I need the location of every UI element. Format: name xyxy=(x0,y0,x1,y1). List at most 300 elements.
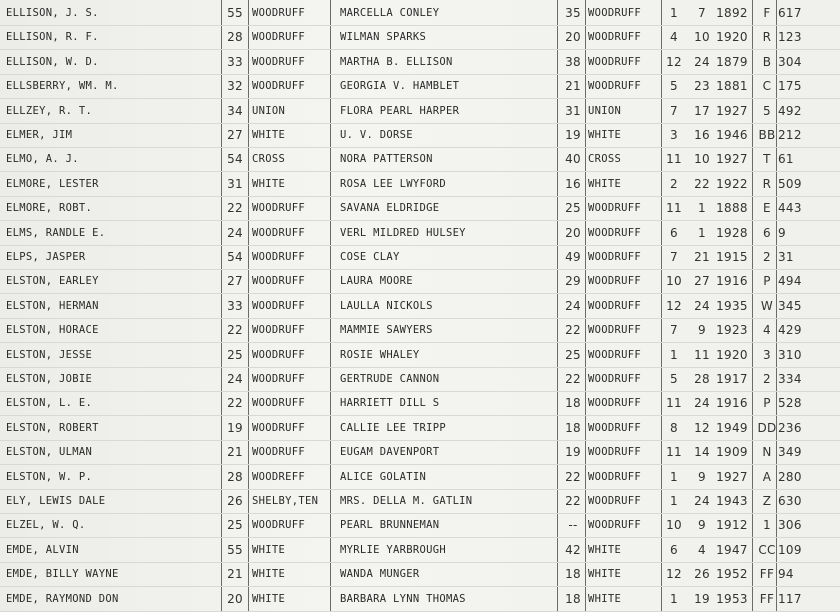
record-page: 117 xyxy=(778,591,802,606)
groom-age: 54 xyxy=(227,152,243,167)
groom-age: 55 xyxy=(227,542,243,557)
groom-age: 24 xyxy=(227,225,243,240)
ledger-row xyxy=(0,489,840,514)
marriage-month: 12 xyxy=(666,298,682,313)
marriage-month: 12 xyxy=(666,567,682,582)
groom-age: 32 xyxy=(227,79,243,94)
groom-age: 27 xyxy=(227,274,243,289)
ledger-row xyxy=(0,538,840,563)
groom-residence: WOODRUFF xyxy=(252,31,305,44)
bride-age: 38 xyxy=(565,54,581,69)
groom-name: ELSTON, HORACE xyxy=(6,324,99,337)
marriage-day: 24 xyxy=(694,494,710,508)
groom-name: ELSTON, L. E. xyxy=(6,397,93,410)
marriage-day: 14 xyxy=(694,445,710,460)
groom-residence: WHITE xyxy=(252,568,286,581)
record-book: T xyxy=(763,152,771,167)
bride-residence: WHITE xyxy=(588,129,622,141)
marriage-day: 1 xyxy=(698,225,706,240)
bride-age: -- xyxy=(568,518,578,533)
groom-residence: WHITE xyxy=(252,129,286,141)
groom-residence: WOODRUFF xyxy=(252,446,305,459)
marriage-month: 11 xyxy=(666,152,682,167)
groom-age: 24 xyxy=(227,372,243,386)
bride-residence: WOODRUFF xyxy=(588,421,641,434)
bride-residence: WOODRUFF xyxy=(588,519,641,532)
ledger-row xyxy=(0,74,840,99)
groom-age: 21 xyxy=(227,567,243,582)
marriage-month: 1 xyxy=(670,591,678,606)
marriage-day: 24 xyxy=(694,298,710,313)
record-book: N xyxy=(762,445,772,460)
record-page: 617 xyxy=(778,6,802,20)
marriage-year: 1879 xyxy=(716,54,748,69)
record-page: 61 xyxy=(778,152,794,167)
record-page: 306 xyxy=(778,518,802,533)
record-page: 175 xyxy=(778,79,802,94)
bride-residence: WOODRUFF xyxy=(588,324,641,337)
record-book: C xyxy=(762,79,772,94)
marriage-month: 12 xyxy=(666,54,682,69)
marriage-month: 7 xyxy=(670,323,678,338)
marriage-year: 1935 xyxy=(716,298,748,313)
bride-name: ROSIE WHALEY xyxy=(340,348,420,361)
groom-residence: WOODRUFF xyxy=(252,55,305,68)
record-page: 280 xyxy=(778,469,802,484)
ledger-row xyxy=(0,172,840,197)
record-page: 310 xyxy=(778,347,802,362)
marriage-day: 12 xyxy=(694,420,710,435)
groom-age: 22 xyxy=(227,323,243,338)
bride-name: MARCELLA CONLEY xyxy=(340,7,440,19)
marriage-day: 10 xyxy=(694,30,710,45)
marriage-month: 1 xyxy=(670,347,678,362)
groom-residence: WHITE xyxy=(252,543,286,556)
record-page: 443 xyxy=(778,201,802,216)
groom-residence: WOODRUFF xyxy=(252,80,305,93)
record-page: 334 xyxy=(778,372,802,386)
marriage-month: 1 xyxy=(670,6,678,20)
record-book: FF xyxy=(759,567,775,582)
groom-age: 31 xyxy=(227,176,243,191)
record-page: 212 xyxy=(778,128,802,142)
marriage-day: 4 xyxy=(698,542,706,557)
groom-age: 54 xyxy=(227,250,243,264)
record-book: 3 xyxy=(763,347,771,362)
groom-residence: WOODRUFF xyxy=(252,251,305,263)
marriage-year: 1928 xyxy=(716,225,748,240)
bride-age: 22 xyxy=(565,494,581,508)
groom-name: ELLSBERRY, WM. M. xyxy=(6,80,119,93)
bride-name: LAURA MOORE xyxy=(340,275,413,288)
groom-residence: WHITE xyxy=(252,592,286,605)
bride-age: 18 xyxy=(565,567,581,582)
marriage-day: 9 xyxy=(698,469,706,484)
groom-name: ELLISON, R. F. xyxy=(6,31,99,44)
record-book: FF xyxy=(759,591,775,606)
record-book: P xyxy=(763,396,771,411)
bride-age: 24 xyxy=(565,298,581,313)
record-page: 429 xyxy=(778,323,802,338)
marriage-day: 11 xyxy=(694,347,710,362)
record-page: 509 xyxy=(778,176,802,191)
groom-residence: WOODRUFF xyxy=(252,397,305,410)
bride-name: ALICE GOLATIN xyxy=(340,470,427,483)
groom-age: 22 xyxy=(227,201,243,216)
ledger-row xyxy=(0,99,840,124)
record-page: 492 xyxy=(778,103,802,118)
groom-name: ELMO, A. J. xyxy=(6,153,79,166)
groom-name: ELLISON, W. D. xyxy=(6,55,99,68)
ledger-row xyxy=(0,465,840,490)
bride-residence: WOODRUFF xyxy=(588,495,641,507)
groom-residence: WOODRUFF xyxy=(252,226,305,239)
bride-residence: WHITE xyxy=(588,568,622,581)
groom-residence: WOODRUFF xyxy=(252,275,305,288)
bride-residence: WHITE xyxy=(588,177,622,190)
marriage-month: 11 xyxy=(666,396,682,411)
groom-residence: WOODRUFF xyxy=(252,299,305,312)
ledger-row xyxy=(0,123,840,148)
groom-age: 55 xyxy=(227,6,243,20)
bride-residence: WOODRUFF xyxy=(588,397,641,410)
groom-age: 21 xyxy=(227,445,243,460)
groom-name: EMDE, RAYMOND DON xyxy=(6,592,119,605)
bride-residence: WOODRUFF xyxy=(588,7,641,19)
record-book: 5 xyxy=(763,103,771,118)
groom-name: ELMER, JIM xyxy=(6,129,73,141)
record-page: 528 xyxy=(778,396,802,411)
groom-name: ELSTON, HERMAN xyxy=(6,299,99,312)
groom-name: ELY, LEWIS DALE xyxy=(6,495,106,507)
bride-residence: WOODRUFF xyxy=(588,55,641,68)
bride-name: GERTRUDE CANNON xyxy=(340,373,440,385)
bride-name: MRS. DELLA M. GATLIN xyxy=(340,495,473,507)
marriage-year: 1952 xyxy=(716,567,748,582)
bride-residence: WOODRUFF xyxy=(588,226,641,239)
groom-name: ELSTON, JESSE xyxy=(6,348,93,361)
marriage-day: 28 xyxy=(694,372,710,386)
marriage-year: 1943 xyxy=(716,494,748,508)
marriage-month: 2 xyxy=(670,176,678,191)
marriage-year: 1946 xyxy=(716,128,748,142)
bride-age: 35 xyxy=(565,6,581,20)
marriage-day: 27 xyxy=(694,274,710,289)
marriage-day: 26 xyxy=(694,567,710,582)
record-book: 1 xyxy=(763,518,771,533)
bride-residence: WHITE xyxy=(588,543,622,556)
marriage-month: 10 xyxy=(666,274,682,289)
bride-age: 21 xyxy=(565,79,581,94)
ledger-row xyxy=(0,416,840,441)
groom-age: 19 xyxy=(227,420,243,435)
record-book: E xyxy=(763,201,771,216)
marriage-day: 7 xyxy=(698,6,706,20)
marriage-year: 1927 xyxy=(716,103,748,118)
groom-residence: WOODRUFF xyxy=(252,7,305,19)
ledger-row xyxy=(0,221,840,246)
marriage-month: 11 xyxy=(666,201,682,216)
marriage-year: 1909 xyxy=(716,445,748,460)
bride-age: 20 xyxy=(565,30,581,45)
groom-name: ELMORE, LESTER xyxy=(6,177,99,190)
bride-name: MYRLIE YARBROUGH xyxy=(340,543,446,556)
bride-name: WILMAN SPARKS xyxy=(340,31,427,44)
bride-age: 31 xyxy=(565,103,581,118)
groom-residence: WOODRUFF xyxy=(252,348,305,361)
ledger-row xyxy=(0,513,840,538)
bride-age: 19 xyxy=(565,128,581,142)
record-book: A xyxy=(762,469,772,484)
marriage-day: 1 xyxy=(698,201,706,216)
marriage-month: 7 xyxy=(670,103,678,118)
bride-name: SAVANA ELDRIDGE xyxy=(340,202,440,215)
groom-age: 33 xyxy=(227,298,243,313)
ledger-row xyxy=(0,343,840,368)
groom-name: EMDE, ALVIN xyxy=(6,543,79,556)
ledger-row xyxy=(0,367,840,392)
bride-name: NORA PATTERSON xyxy=(340,153,433,166)
record-book: W xyxy=(760,298,774,313)
marriage-day: 21 xyxy=(694,250,710,264)
bride-residence: WOODRUFF xyxy=(588,202,641,215)
record-page: 349 xyxy=(778,445,802,460)
record-book: BB xyxy=(758,128,776,142)
groom-age: 25 xyxy=(227,518,243,533)
groom-name: ELSTON, ULMAN xyxy=(6,446,93,459)
bride-name: VERL MILDRED HULSEY xyxy=(340,226,466,239)
marriage-year: 1927 xyxy=(716,469,748,484)
bride-age: 29 xyxy=(565,274,581,289)
marriage-month: 10 xyxy=(666,518,682,533)
groom-residence: UNION xyxy=(252,104,286,117)
bride-residence: WOODRUFF xyxy=(588,299,641,312)
record-page: 494 xyxy=(778,274,802,289)
groom-name: ELLISON, J. S. xyxy=(6,7,99,19)
bride-residence: WOODRUFF xyxy=(588,470,641,483)
marriage-year: 1927 xyxy=(716,152,748,167)
bride-age: 18 xyxy=(565,396,581,411)
bride-age: 40 xyxy=(565,152,581,167)
groom-age: 26 xyxy=(227,494,243,508)
groom-name: ELSTON, EARLEY xyxy=(6,275,99,288)
groom-age: 28 xyxy=(227,469,243,484)
marriage-year: 1947 xyxy=(716,542,748,557)
bride-name: FLORA PEARL HARPER xyxy=(340,104,460,117)
marriage-day: 9 xyxy=(698,323,706,338)
marriage-day: 16 xyxy=(694,128,710,142)
ledger-row xyxy=(0,440,840,465)
marriage-month: 1 xyxy=(670,469,678,484)
groom-age: 33 xyxy=(227,54,243,69)
record-page: 109 xyxy=(778,542,802,557)
bride-name: ROSA LEE LWYFORD xyxy=(340,177,446,190)
bride-name: BARBARA LYNN THOMAS xyxy=(340,592,466,605)
bride-residence: UNION xyxy=(588,104,622,117)
marriage-day: 24 xyxy=(694,54,710,69)
bride-name: MAMMIE SAWYERS xyxy=(340,324,433,337)
marriage-year: 1888 xyxy=(716,201,748,216)
ledger-row xyxy=(0,147,840,172)
record-book: 2 xyxy=(763,250,771,264)
record-book: 6 xyxy=(763,225,771,240)
marriage-day: 9 xyxy=(698,518,706,533)
groom-name: ELPS, JASPER xyxy=(6,251,86,263)
groom-residence: WOODRUFF xyxy=(252,519,305,532)
record-page: 31 xyxy=(778,250,794,264)
groom-residence: WOODREFF xyxy=(252,470,305,483)
ledger-row xyxy=(0,562,840,587)
marriage-month: 5 xyxy=(670,372,678,386)
bride-age: 49 xyxy=(565,250,581,264)
marriage-year: 1892 xyxy=(716,6,748,20)
groom-name: ELMS, RANDLE E. xyxy=(6,226,106,239)
groom-residence: CROSS xyxy=(252,153,286,166)
marriage-month: 1 xyxy=(670,494,678,508)
marriage-year: 1916 xyxy=(716,396,748,411)
bride-name: GEORGIA V. HAMBLET xyxy=(340,80,460,93)
marriage-year: 1912 xyxy=(716,518,748,533)
bride-residence: CROSS xyxy=(588,153,622,166)
bride-age: 16 xyxy=(565,176,581,191)
ledger-row xyxy=(0,294,840,319)
groom-name: ELSTON, JOBIE xyxy=(6,373,93,385)
record-page: 304 xyxy=(778,54,802,69)
marriage-month: 7 xyxy=(670,250,678,264)
marriage-month: 8 xyxy=(670,420,678,435)
ledger-row xyxy=(0,587,840,612)
marriage-year: 1920 xyxy=(716,30,748,45)
ledger-row xyxy=(0,196,840,221)
marriage-day: 23 xyxy=(694,79,710,94)
groom-name: ELSTON, ROBERT xyxy=(6,421,99,434)
groom-residence: WHITE xyxy=(252,177,286,190)
groom-name: ELZEL, W. Q. xyxy=(6,519,86,532)
bride-age: 18 xyxy=(565,591,581,606)
record-page: 94 xyxy=(778,567,794,582)
marriage-day: 19 xyxy=(694,591,710,606)
marriage-month: 5 xyxy=(670,79,678,94)
marriage-year: 1922 xyxy=(716,176,748,191)
bride-residence: WOODRUFF xyxy=(588,275,641,288)
record-page: 123 xyxy=(778,30,802,45)
marriage-month: 6 xyxy=(670,225,678,240)
bride-residence: WOODRUFF xyxy=(588,348,641,361)
bride-name: PEARL BRUNNEMAN xyxy=(340,519,440,532)
bride-age: 25 xyxy=(565,347,581,362)
bride-name: MARTHA B. ELLISON xyxy=(340,55,453,68)
record-book: R xyxy=(762,176,772,191)
groom-residence: WOODRUFF xyxy=(252,202,305,215)
bride-residence: WOODRUFF xyxy=(588,251,641,263)
ledger-row xyxy=(0,25,840,50)
groom-age: 20 xyxy=(227,591,243,606)
bride-age: 22 xyxy=(565,323,581,338)
record-book: F xyxy=(763,6,771,20)
groom-age: 34 xyxy=(227,103,243,118)
record-page: 9 xyxy=(778,225,786,240)
marriage-year: 1953 xyxy=(716,591,748,606)
record-book: P xyxy=(763,274,771,289)
bride-age: 18 xyxy=(565,420,581,435)
bride-name: CALLIE LEE TRIPP xyxy=(340,421,446,434)
bride-residence: WOODRUFF xyxy=(588,373,641,385)
bride-name: EUGAM DAVENPORT xyxy=(340,446,440,459)
bride-name: HARRIETT DILL S xyxy=(340,397,440,410)
groom-residence: WOODRUFF xyxy=(252,421,305,434)
record-book: DD xyxy=(757,420,777,435)
record-page: 630 xyxy=(778,494,802,508)
bride-residence: WOODRUFF xyxy=(588,446,641,459)
groom-residence: WOODRUFF xyxy=(252,324,305,337)
groom-residence: WOODRUFF xyxy=(252,373,305,385)
bride-age: 20 xyxy=(565,225,581,240)
ledger-row xyxy=(0,391,840,416)
bride-age: 22 xyxy=(565,469,581,484)
bride-residence: WOODRUFF xyxy=(588,31,641,44)
groom-name: EMDE, BILLY WAYNE xyxy=(6,568,119,581)
groom-age: 22 xyxy=(227,396,243,411)
marriage-year: 1915 xyxy=(716,250,748,264)
marriage-year: 1923 xyxy=(716,323,748,338)
groom-age: 25 xyxy=(227,347,243,362)
bride-age: 42 xyxy=(565,542,581,557)
record-book: 2 xyxy=(763,372,771,386)
marriage-day: 22 xyxy=(694,176,710,191)
record-page: 236 xyxy=(778,420,802,435)
ledger-row xyxy=(0,318,840,343)
marriage-year: 1917 xyxy=(716,372,748,386)
record-page: 345 xyxy=(778,298,802,313)
marriage-month: 3 xyxy=(670,128,678,142)
groom-name: ELSTON, W. P. xyxy=(6,470,93,483)
record-book: Z xyxy=(762,494,772,508)
bride-name: WANDA MUNGER xyxy=(340,568,420,581)
record-book: CC xyxy=(758,542,776,557)
ledger-row xyxy=(0,1,840,26)
marriage-year: 1916 xyxy=(716,274,748,289)
record-book: R xyxy=(762,30,772,45)
bride-age: 19 xyxy=(565,445,581,460)
marriage-year: 1920 xyxy=(716,347,748,362)
groom-residence: SHELBY,TEN xyxy=(252,495,319,507)
bride-name: U. V. DORSE xyxy=(340,129,413,141)
marriage-month: 6 xyxy=(670,542,678,557)
bride-residence: WHITE xyxy=(588,592,622,605)
bride-age: 25 xyxy=(565,201,581,216)
groom-name: ELLZEY, R. T. xyxy=(6,104,93,117)
record-book: B xyxy=(762,54,772,69)
marriage-month: 11 xyxy=(666,445,682,460)
marriage-year: 1949 xyxy=(716,420,748,435)
bride-name: LAULLA NICKOLS xyxy=(340,299,433,312)
bride-name: COSE CLAY xyxy=(340,251,400,263)
groom-age: 28 xyxy=(227,30,243,45)
groom-age: 27 xyxy=(227,128,243,142)
groom-name: ELMORE, ROBT. xyxy=(6,202,93,215)
marriage-day: 24 xyxy=(694,396,710,411)
ledger-row xyxy=(0,245,840,270)
bride-residence: WOODRUFF xyxy=(588,80,641,93)
marriage-day: 17 xyxy=(694,103,710,118)
marriage-day: 10 xyxy=(694,152,710,167)
bride-age: 22 xyxy=(565,372,581,386)
ledger-row xyxy=(0,269,840,294)
ledger-row xyxy=(0,50,840,75)
marriage-year: 1881 xyxy=(716,79,748,94)
record-book: 4 xyxy=(763,323,771,338)
marriage-month: 4 xyxy=(670,30,678,45)
